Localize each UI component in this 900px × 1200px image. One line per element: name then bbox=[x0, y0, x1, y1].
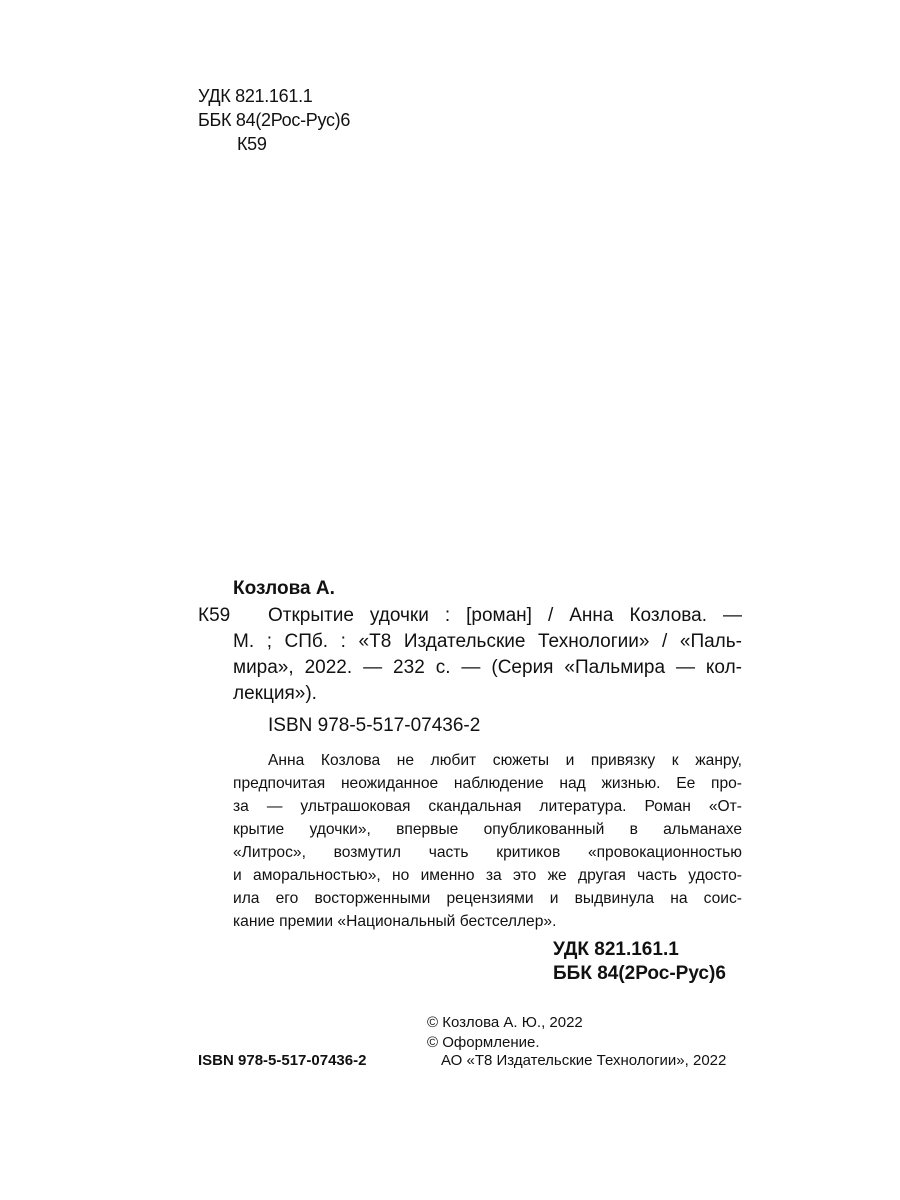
annotation-line: кание премии «Национальный бестселлер». bbox=[233, 913, 557, 930]
record-code: К59 bbox=[198, 605, 231, 626]
header-udk: УДК 821.161.1 bbox=[198, 86, 313, 106]
record-line: М. ; СПб. : «Т8 Издательские Технологии» / «Паль- bbox=[233, 631, 742, 652]
annotation-line: предпочитая неожиданное наблюдение над жизнью. Ее про- bbox=[233, 775, 742, 792]
classification-bbk: ББК 84(2Рос-Рус)6 bbox=[553, 963, 726, 984]
record-line: Открытие удочки : [роман] / Анна Козлова. — bbox=[268, 605, 742, 626]
classification-udk: УДК 821.161.1 bbox=[553, 939, 679, 960]
annotation-line: «Литрос», возмутил часть критиков «провокационностью bbox=[233, 844, 742, 861]
annotation-line: и аморальностью», но именно за это же другая часть удосто- bbox=[233, 867, 742, 884]
record-line: мира», 2022. — 232 с. — (Серия «Пальмира — кол- bbox=[233, 657, 742, 678]
record-isbn: ISBN 978-5-517-07436-2 bbox=[268, 715, 481, 736]
header-author-code: К59 bbox=[237, 134, 267, 154]
annotation-line: крытие удочки», впервые опубликованный в альманахе bbox=[233, 821, 742, 838]
annotation-line: Анна Козлова не любит сюжеты и привязку к жанру, bbox=[268, 752, 742, 769]
annotation-line: ила его восторженными рецензиями и выдвинула на соис- bbox=[233, 890, 742, 907]
copyright-design-owner: АО «Т8 Издательские Технологии», 2022 bbox=[441, 1052, 727, 1069]
footer-isbn: ISBN 978-5-517-07436-2 bbox=[198, 1052, 367, 1069]
annotation-line: за — ультрашоковая скандальная литература. Роман «От- bbox=[233, 798, 742, 815]
header-bbk: ББК 84(2Рос-Рус)6 bbox=[198, 110, 351, 130]
copyright-design-label: © Оформление. bbox=[427, 1034, 540, 1051]
copyright-author: © Козлова А. Ю., 2022 bbox=[427, 1014, 583, 1031]
record-author: Козлова А. bbox=[233, 578, 335, 599]
record-line: лекция»). bbox=[233, 683, 317, 704]
